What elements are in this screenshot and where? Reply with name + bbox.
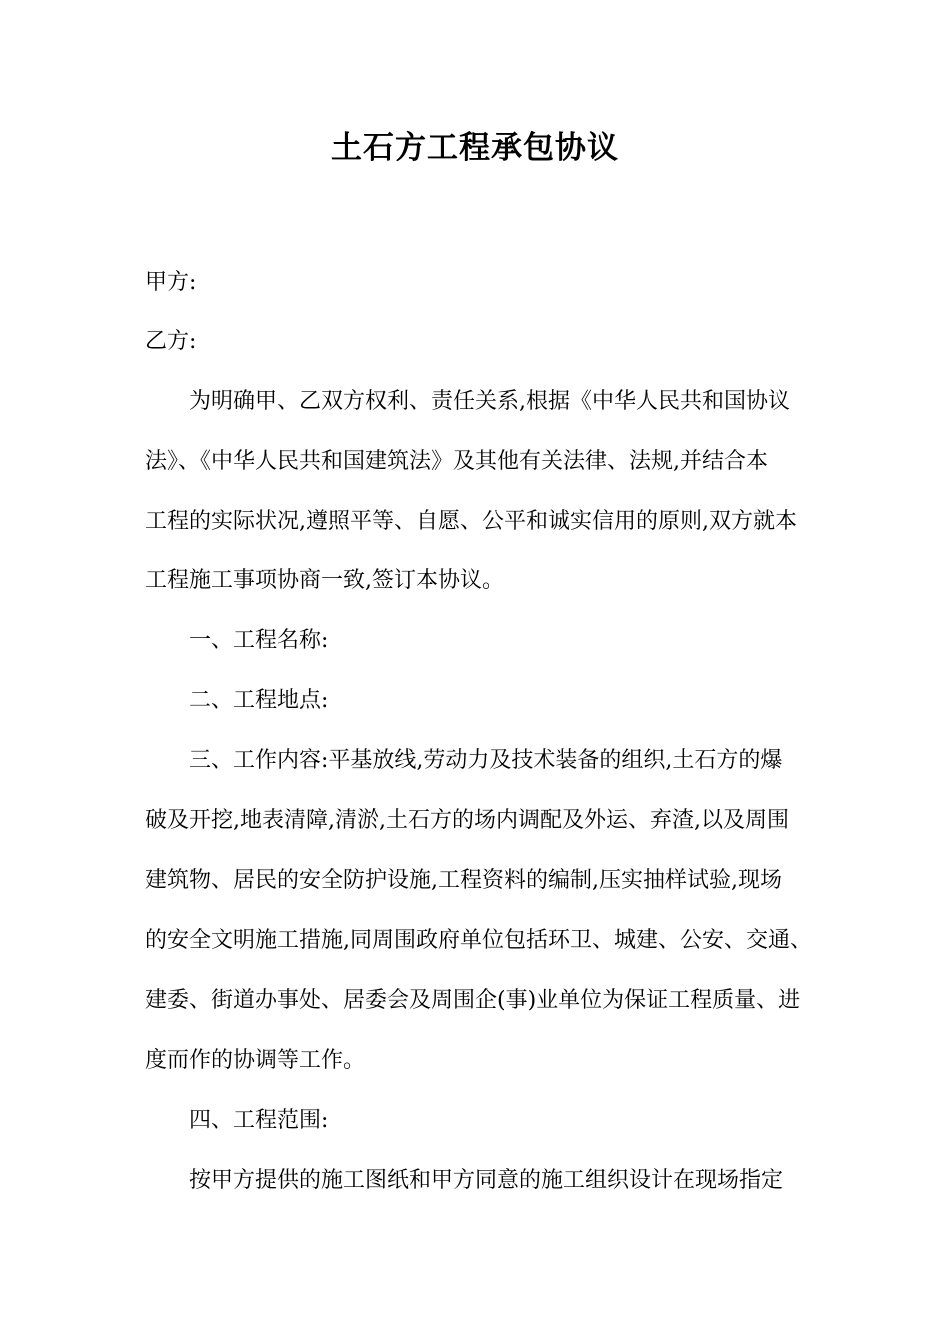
paragraph-line: 法》、《中华人民共和国建筑法》及其他有关法律、法规,并结合本: [145, 449, 768, 474]
document-title: 土石方工程承包协议: [331, 130, 619, 166]
paragraph-line: 度而作的协调等工作。: [145, 1048, 366, 1073]
section-heading-2: 二、工程地点:: [189, 688, 329, 713]
paragraph-line: 建委、街道办事处、居委会及周围企(事)业单位为保证工程质量、进: [145, 988, 801, 1013]
section-heading-1: 一、工程名称:: [189, 628, 329, 653]
party-a-line: 甲方:: [145, 270, 197, 295]
paragraph-line: 三、工作内容:平基放线,劳动力及技术装备的组织,土石方的爆: [189, 748, 783, 773]
paragraph-line: 按甲方提供的施工图纸和甲方同意的施工组织设计在现场指定: [189, 1168, 784, 1193]
paragraph-line: 的安全文明施工措施,同周围政府单位包括环卫、城建、公安、交通、: [145, 928, 812, 953]
paragraph-line: 破及开挖,地表清障,清淤,土石方的场内调配及外运、弃渣,以及周围: [145, 808, 789, 833]
paragraph-line: 为明确甲、乙双方权利、责任关系,根据《中华人民共和国协议: [189, 389, 790, 414]
section-heading-4: 四、工程范围:: [189, 1108, 329, 1133]
paragraph-line: 工程的实际状况,遵照平等、自愿、公平和诚实信用的原则,双方就本: [145, 509, 797, 534]
paragraph-line: 建筑物、居民的安全防护设施,工程资料的编制,压实抽样试验,现场: [145, 868, 782, 893]
party-b-line: 乙方:: [145, 329, 197, 354]
paragraph-line: 工程施工事项协商一致,签订本协议。: [145, 568, 504, 593]
